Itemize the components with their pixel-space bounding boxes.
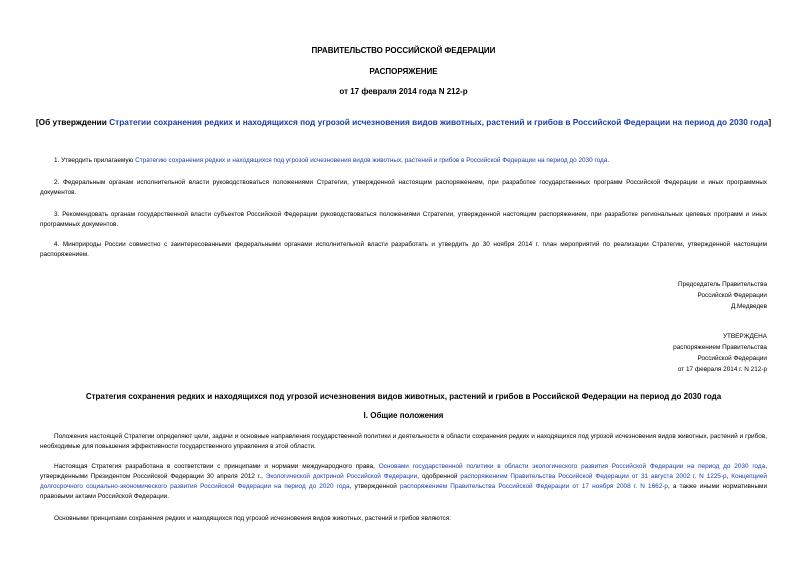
signature-block xyxy=(678,279,767,312)
signature-name: Д.Медведев xyxy=(730,303,767,310)
s2-link-osnovy[interactable]: Основами государственной политики в области экологического развития Российской Федерации на период до 2030 года xyxy=(378,463,766,470)
s2-t5: , утвержденной xyxy=(349,483,400,490)
s2-t2: , утвержденными Президентом Российской Федерации 30 апреля 2012 г., xyxy=(40,463,767,480)
title-suffix: ] xyxy=(768,117,772,127)
p4-text: 4. Минприроды России совместно с заинтересованными федеральными органами исполнительной власти разработать и утвердить до 30 ноября 2014 г. план мероприятий по реализации Стратегии, утвержденной настоящим распоряжением. xyxy=(40,241,767,258)
s2-t6: , а также иными нормативными правовыми актами Российской Федерации. xyxy=(40,483,768,500)
document-title xyxy=(35,116,772,128)
s2-link-doctrine[interactable]: Экологической доктриной Российской Федерации xyxy=(265,473,418,480)
s2-link-order-1662[interactable]: распоряжением Правительства Российской Федерации от 17 ноября 2008 г. N 1662-р xyxy=(399,483,668,490)
s2-link-order-1225[interactable]: распоряжением Правительства Российской Федерации от 31 августа 2002 г. N 1225-р xyxy=(460,473,727,480)
signature-position: Председатель Правительства xyxy=(678,281,767,288)
s1-text: Положения настоящей Стратегии определяют цели, задачи и основные направления государственной политики и деятельности в области сохранения редких и находящихся под угрозой исчезновения видов животных, растений и грибов, необходимые для повышения эффективности государственного управления в этой области. xyxy=(40,433,767,450)
strategy-title: Стратегия сохранения редких и находящихся под угрозой исчезновения видов животных, растений и грибов в Российской Федерации на период до 2030 года xyxy=(85,392,722,401)
approval-by: распоряжением Правительства xyxy=(673,344,767,351)
document-date-number: от 17 февраля 2014 года N 212-р xyxy=(339,87,468,96)
strategy-paragraph-1 xyxy=(40,432,767,452)
document-type: РАСПОРЯЖЕНИЕ xyxy=(369,67,438,76)
s2-link-concept[interactable]: Концепцией долгосрочного социально-экономического развития Российской Федерации на период до 2020 года xyxy=(40,473,767,490)
p1-strategy-link[interactable]: Стратегию сохранения редких и находящихся под угрозой исчезновения видов животных, растений и грибов в Российской Федерации на период до 2030 года xyxy=(135,157,608,164)
s3-text: Основными принципами сохранения редких и находящихся под угрозой исчезновения видов животных, растений и грибов являются: xyxy=(54,515,451,522)
strategy-paragraph-2 xyxy=(40,462,767,502)
approval-block xyxy=(673,331,767,375)
s2-t1: Настоящая Стратегия разработана в соответствии с принципами и нормами международного права, xyxy=(54,463,379,470)
p1-before: 1. Утвердить прилагаемую xyxy=(54,157,136,164)
p2-text: 2. Федеральным органам исполнительной власти руководствоваться положениями Стратегии, утвержденной настоящим распоряжением, при разработке государственных программ Российской Федерации и иных программных документов. xyxy=(40,179,767,196)
signature-country: Российской Федерации xyxy=(697,292,767,299)
paragraph-3 xyxy=(40,210,767,230)
approval-date: от 17 февраля 2014 г. N 212-р xyxy=(677,366,767,373)
approval-country: Российской Федерации xyxy=(697,355,767,362)
p1-after: . xyxy=(607,157,610,164)
paragraph-1 xyxy=(40,156,767,166)
s2-t4: , xyxy=(726,473,732,480)
government-heading: ПРАВИТЕЛЬСТВО РОССИЙСКОЙ ФЕДЕРАЦИИ xyxy=(311,46,496,55)
title-strategy-link[interactable]: Стратегии сохранения редких и находящихся под угрозой исчезновения видов животных, растений и грибов в Российской Федерации на период до 2030 года xyxy=(109,117,769,127)
paragraph-4 xyxy=(40,240,767,260)
section-heading: I. Общие положения xyxy=(363,411,444,420)
approval-title: УТВЕРЖДЕНА xyxy=(722,333,767,340)
paragraph-2 xyxy=(40,178,767,198)
p3-text: 3. Рекомендовать органам государственной власти субъектов Российской Федерации руководствоваться положениями Стратегии, утвержденной настоящим распоряжением, при разработке региональных целевых программ и иных программных документов. xyxy=(40,211,767,228)
title-prefix: [Об утверждении xyxy=(35,117,110,127)
s2-t3: , одобренной xyxy=(417,473,461,480)
strategy-paragraph-3 xyxy=(40,514,767,524)
